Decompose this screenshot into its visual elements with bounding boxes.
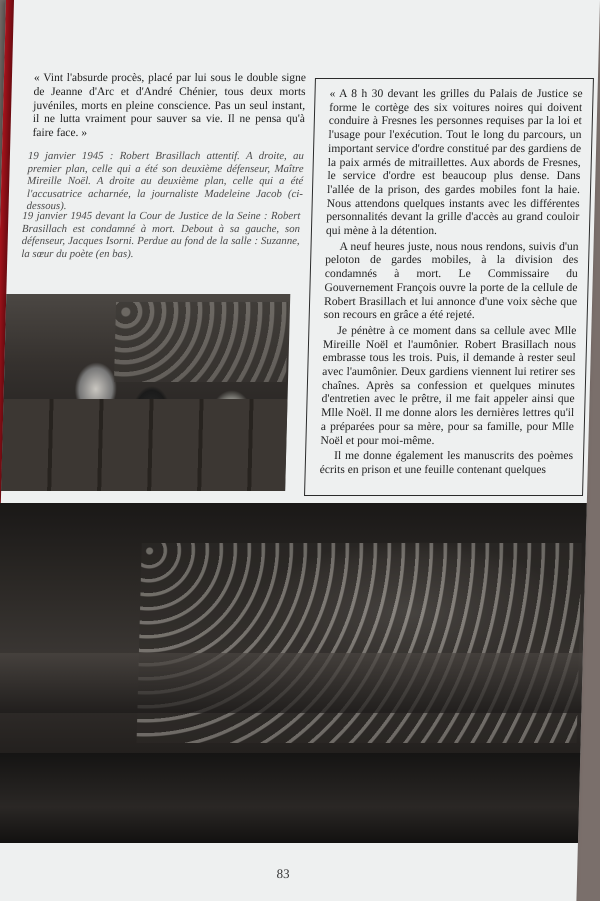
photo-caption-bottom: 19 janvier 1945 devant la Cour de Justice de la Seine : Robert Brasillach est condamné à mort. Debout à sa gauche, son défenseur, Jacques Isorni. Perdue au fond de la salle : Suzanne, la sœur du poète (en bas). <box>21 210 301 260</box>
testimony-paragraph: A neuf heures juste, nous nous rendons, suivis d'un peloton de gardes mobiles, à la division des condamnés à mort. Le Commissaire du Gouvernement François ouvre la porte de la cellule de Robert Brasillach et lui annonce d'une voix sèche que son recours en grâce a été rejeté. <box>323 239 579 322</box>
photo-caption-top: 19 janvier 1945 : Robert Brasillach attentif. A droite, au premier plan, celle qui a été son deuxième défenseur, Maître Mireille Noël. A droite au deuxième plan, celle qui a été l'accusatrice acharnée, la journaliste Madeleine Jacob (ci-dessous). <box>26 150 305 213</box>
testimony-paragraph: Je pénètre à ce moment dans sa cellule avec Mlle Mireille Noël et l'aumônier. Robert Brasillach nous embrasse tous les trois. Puis, il demande à rester seul avec l'aumônier. Deux gardiens viennent lui retirer ses chaînes. Après sa confession et quelques minutes d'entretien avec le prêtre, il me fait appeler ainsi que Mlle Noël. Il me donne alors les dernières lettres qu'il a préparées pour sa mère, pour sa famille, pour Mlle Noël et pour moi-même. <box>320 323 577 447</box>
page-number: 83 <box>276 866 290 881</box>
photo-audience <box>137 543 582 743</box>
testimony-paragraph: « A 8 h 30 devant les grilles du Palais de Justice se forme le cortège des six voitures noires qui doivent conduire à Fresnes les personnes requises par la loi et l'usage pour l'exécution. Tout le long du parcours, un important service d'ordre constitué par des gardiens de la paix armés de mitraillettes. Aux abords de Fresnes, le service d'ordre est beaucoup plus dense. Dans l'allée de la prison, des gardes mobiles font la haie. Nous attendons quelques instants avec les différentes personnalités devant la grille d'accès au grand couloir qui mène à la détention. <box>325 87 583 238</box>
photo-wood-panel <box>1 399 287 491</box>
courtroom-photo-wide <box>0 503 587 843</box>
testimony-box <box>304 78 594 496</box>
intro-quote: « Vint l'absurde procès, placé par lui sous le double signe de Jeanne d'Arc et d'André Chénier, tous deux morts juvéniles, morts en pleine conscience. Pas un seul instant, il ne lutta vraiment pour sauver sa vie. Il ne pensa qu'à faire face. » <box>32 72 307 140</box>
courtroom-photo-closeup <box>1 294 290 491</box>
photo-crowd-background <box>114 302 288 382</box>
testimony-paragraph: Il me donne également les manuscrits des poèmes écrits en prison et une feuille contenant quelques <box>319 449 574 476</box>
photo-floor <box>0 753 580 843</box>
photo-bench <box>0 653 583 713</box>
